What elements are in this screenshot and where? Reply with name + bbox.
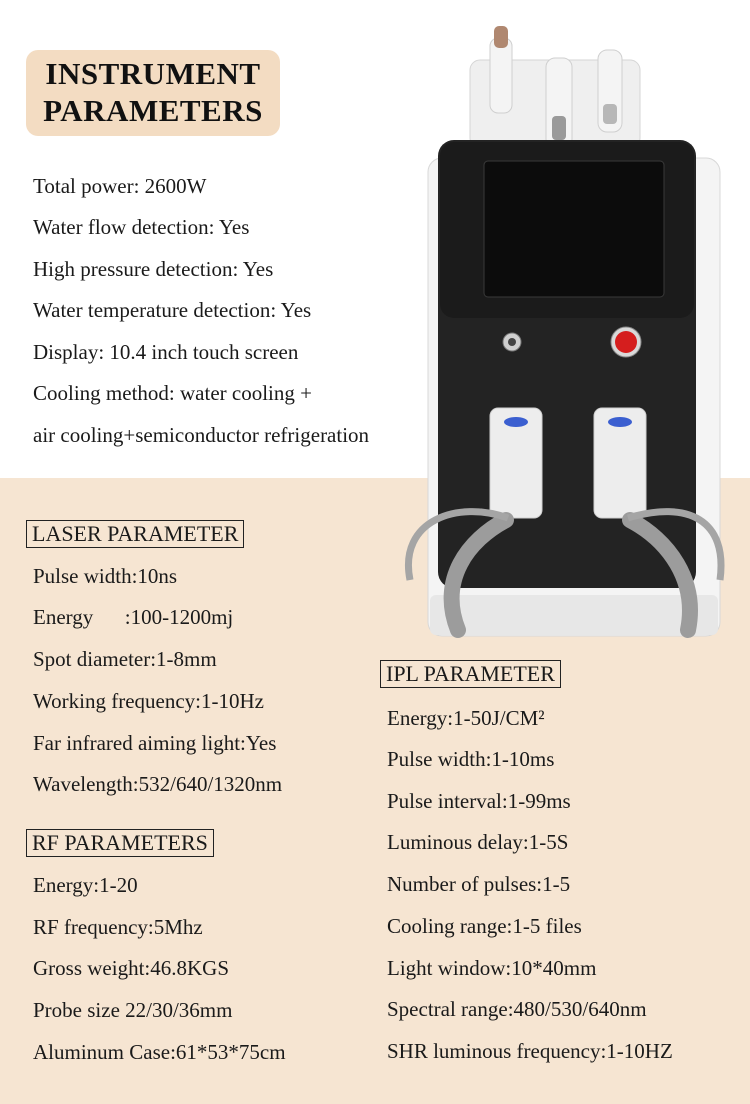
ipl-item: Energy:1-50J/CM² [387, 706, 545, 730]
laser-item: Pulse width:10ns [33, 564, 178, 588]
title-line-2: PARAMETERS [43, 93, 263, 128]
rf-item: Gross weight:46.8KGS [33, 956, 230, 980]
ipl-item: Pulse interval:1-99ms [387, 789, 571, 813]
ipl-heading: IPL PARAMETER [380, 660, 561, 688]
spec-high-pressure: High pressure detection: Yes [33, 257, 274, 281]
laser-item: Spot diameter:1-8mm [33, 647, 217, 671]
ipl-item: Light window:10*40mm [387, 956, 597, 980]
laser-item: Far infrared aiming light:Yes [33, 731, 277, 755]
ipl-item: Pulse width:1-10ms [387, 747, 555, 771]
ipl-item: SHR luminous frequency:1-10HZ [387, 1039, 673, 1063]
title-line-1: INSTRUMENT [45, 56, 261, 91]
rf-item: Energy:1-20 [33, 873, 138, 897]
spec-display: Display: 10.4 inch touch screen [33, 340, 299, 364]
spec-water-flow: Water flow detection: Yes [33, 215, 250, 239]
rf-item: RF frequency:5Mhz [33, 915, 203, 939]
spec-total-power: Total power: 2600W [33, 174, 207, 198]
spec-cooling-1: Cooling method: water cooling + [33, 381, 312, 405]
spec-cooling-2: air cooling+semiconductor refrigeration [33, 423, 370, 447]
laser-item: Working frequency:1-10Hz [33, 689, 264, 713]
laser-heading: LASER PARAMETER [26, 520, 244, 548]
laser-item: Wavelength:532/640/1320nm [33, 772, 283, 796]
screen-icon [484, 161, 664, 297]
ipl-item: Luminous delay:1-5S [387, 830, 569, 854]
title-box [26, 50, 280, 136]
spec-water-temp: Water temperature detection: Yes [33, 298, 312, 322]
handpiece-holder-icon [470, 26, 640, 148]
ipl-item: Cooling range:1-5 files [387, 914, 582, 938]
ipl-item: Number of pulses:1-5 [387, 872, 571, 896]
rf-item: Probe size 22/30/36mm [33, 998, 233, 1022]
machine-image [398, 20, 728, 660]
rf-item: Aluminum Case:61*53*75cm [33, 1040, 286, 1064]
ipl-item: Spectral range:480/530/640nm [387, 997, 647, 1021]
rf-heading: RF PARAMETERS [26, 829, 214, 857]
laser-item: Energy :100-1200mj [33, 605, 234, 629]
